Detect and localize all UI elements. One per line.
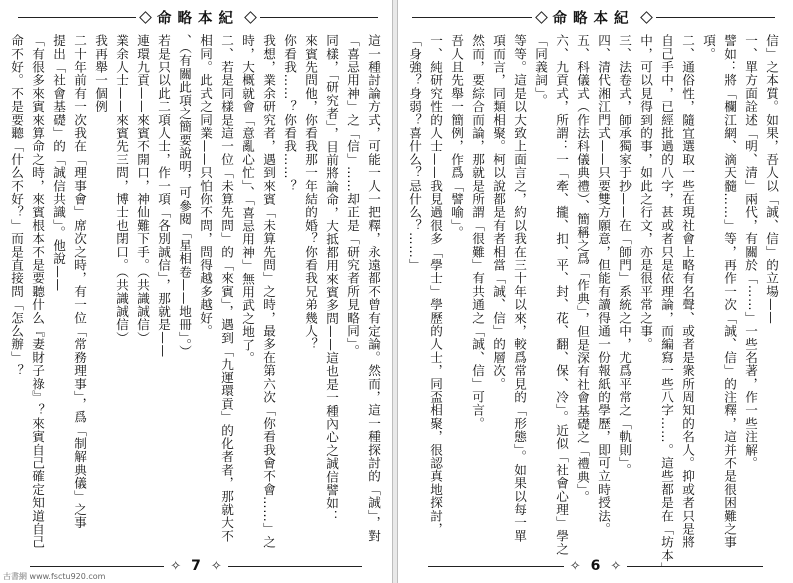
text-column: 一、單方面詮述「明、清」兩代，有關於「⋯⋯」一些名著，作一些注解。 (743, 34, 758, 470)
text-column: 連環九貢——來賓不開口，神仙難下手。（共識誠信） (135, 34, 150, 345)
right-page-header (412, 7, 775, 27)
right-page-footer (428, 557, 763, 575)
text-column: 六、九貢式，所謂：一「牽、攏、扣、平、封、花、翻、保、冷」。近似「社會心理」學之 (554, 34, 569, 556)
text-column: 業余人士——來賓先三問，博士也閉口。（共識誠信） (114, 34, 129, 345)
text-column: 二、若是同樣是這一位「未算先問」的「來賓」，遇到「九運環貢」的化者者，那就大不 (219, 34, 234, 543)
right-page (397, 0, 793, 583)
text-column: 信」之本質。如果，吾人以「誠、信」的立場—— (764, 34, 779, 325)
left-page-header (18, 7, 378, 27)
text-column: 四、清代湘江門式——只要雙方願意，但能有讀得通一份報紙的學歷，即可立時授法。 (596, 34, 611, 536)
text-column: 二十年前有一次我在「理事會」席次之時，有一位「常務理事」，爲「制解典儀」之事 (72, 34, 87, 530)
star-ornament-icon: ✧ (170, 558, 182, 574)
diamond-ornament-icon (244, 11, 257, 24)
text-column: 「同義詞」。 (533, 34, 548, 107)
text-column: 「有很多來賓來算命之時，來賓根本不是要聽什么『妻財子祿』？來賓自己確定知道自己 (30, 34, 45, 549)
header-rule (656, 17, 776, 18)
text-column: 我想，業余研究者，遇到來賓「未算先問」之時，最多在第六次「你看我會不會……」之 (261, 34, 276, 549)
footer-rule (228, 566, 362, 567)
text-column: 命不好。不是要聽「什么不好？」而是直接問「怎么辦」？ (9, 34, 24, 378)
text-column: 五、科儀式（作法科儀典禮）、簡稱之爲「作典」，但是深有社會基礎之「禮典」。 (575, 34, 590, 504)
text-column: 自己手中，已經批過的八字，甚或者只是依理論，而編寫一些八字……。這些都是在「坊本」 (659, 34, 674, 576)
text-column: 三、法卷式，師承獨家于抄——在「師門」系統之中，尤爲平常之「軌則」。 (617, 34, 632, 477)
footer-rule (428, 566, 564, 567)
text-column: 「身強？身弱？喜什么？忌什么？……」 (407, 34, 422, 272)
text-column: 提出「社會基礎」的「誠信共識」。他說—— (51, 34, 66, 292)
diamond-ornament-icon (535, 11, 548, 24)
text-column: 譬如：將「欄江網、滴天髓……」等，再作一次「誠、信」的注釋，這并不是很困難之事 (722, 34, 737, 549)
text-column: 這一種討論方式，可能一人一把釋，永遠都不曾有定論。然而，這一種探討的「誠」，對 (366, 34, 381, 543)
text-column: 「喜忌用神」之「信」……却正是「研究者所見略同」。 (345, 34, 360, 358)
text-column: 項而言，同類相聚。柯以說都是有者相當「誠、信」的層次。 (491, 34, 506, 391)
diamond-ornament-icon (139, 11, 152, 24)
left-page-body (9, 34, 384, 549)
right-page-body (407, 34, 782, 576)
text-column: 吾人且先舉一簡例，作爲「譬喻」。 (449, 34, 464, 239)
text-column: 我再舉一個例 (93, 34, 108, 114)
text-column: 二、通俗性，隨宜選取一些在現社會上略有名聲、或者是衆所周知的名人。抑或者只是將 (680, 34, 695, 549)
site-watermark: 古書網 www.fsctu920.com (3, 572, 106, 581)
book-title: 命略本紀 (157, 10, 239, 27)
text-column: 若是只以此二項人士，作一項「各別誠信」，那就是—— (156, 34, 171, 358)
book-title: 命略本紀 (552, 10, 635, 27)
text-column: 項。 (701, 34, 716, 61)
footer-rule (627, 566, 763, 567)
header-rule (18, 17, 136, 18)
text-column: 你看我……？你看我……？ (282, 34, 297, 193)
text-column: 、（有關此項之簡要說明，可參閱「星相卷——地冊」。） (177, 34, 192, 359)
text-column: 時，大概就會「意亂心忙」、「喜忌用神」無用武之地了。 (240, 34, 255, 365)
text-column: 同樣，「研究者」，目前將論命，大抵都用來賓多問——這也是一種內心之誠信譬如： (324, 34, 339, 523)
left-page (0, 0, 393, 583)
star-ornament-icon: ✧ (210, 558, 222, 574)
text-column: 相同。此式之同業——只怕你不問，問得越多越好。 (198, 34, 213, 338)
header-rule (412, 17, 532, 18)
diamond-ornament-icon (640, 11, 653, 24)
text-column: 來賓先問他，你看我那一年結的婚？你看我兄弟幾人？ (303, 34, 318, 351)
text-column: 中，可以見得到的事，如此之行文，亦是很平常之事。 (638, 34, 653, 351)
footer-rule (30, 566, 164, 567)
text-column: 等等。這是以大致上面言之，約以我在三十年以來，較爲常見的「形態」。如果以每一單 (512, 34, 527, 543)
page-number: 6 (590, 558, 601, 574)
header-rule (260, 17, 378, 18)
star-ornament-icon: ✧ (569, 558, 581, 574)
text-column: 一、純研究性的人士——我見過很多「學士」學歷的人士，同盃相聚，很認真地探討， (428, 34, 443, 536)
page-number: 7 (191, 558, 201, 574)
text-column: 然而，要綜合而論，那就是所謂「很難」有共通之「誠、信」可言。 (470, 34, 485, 430)
star-ornament-icon: ✧ (610, 558, 622, 574)
